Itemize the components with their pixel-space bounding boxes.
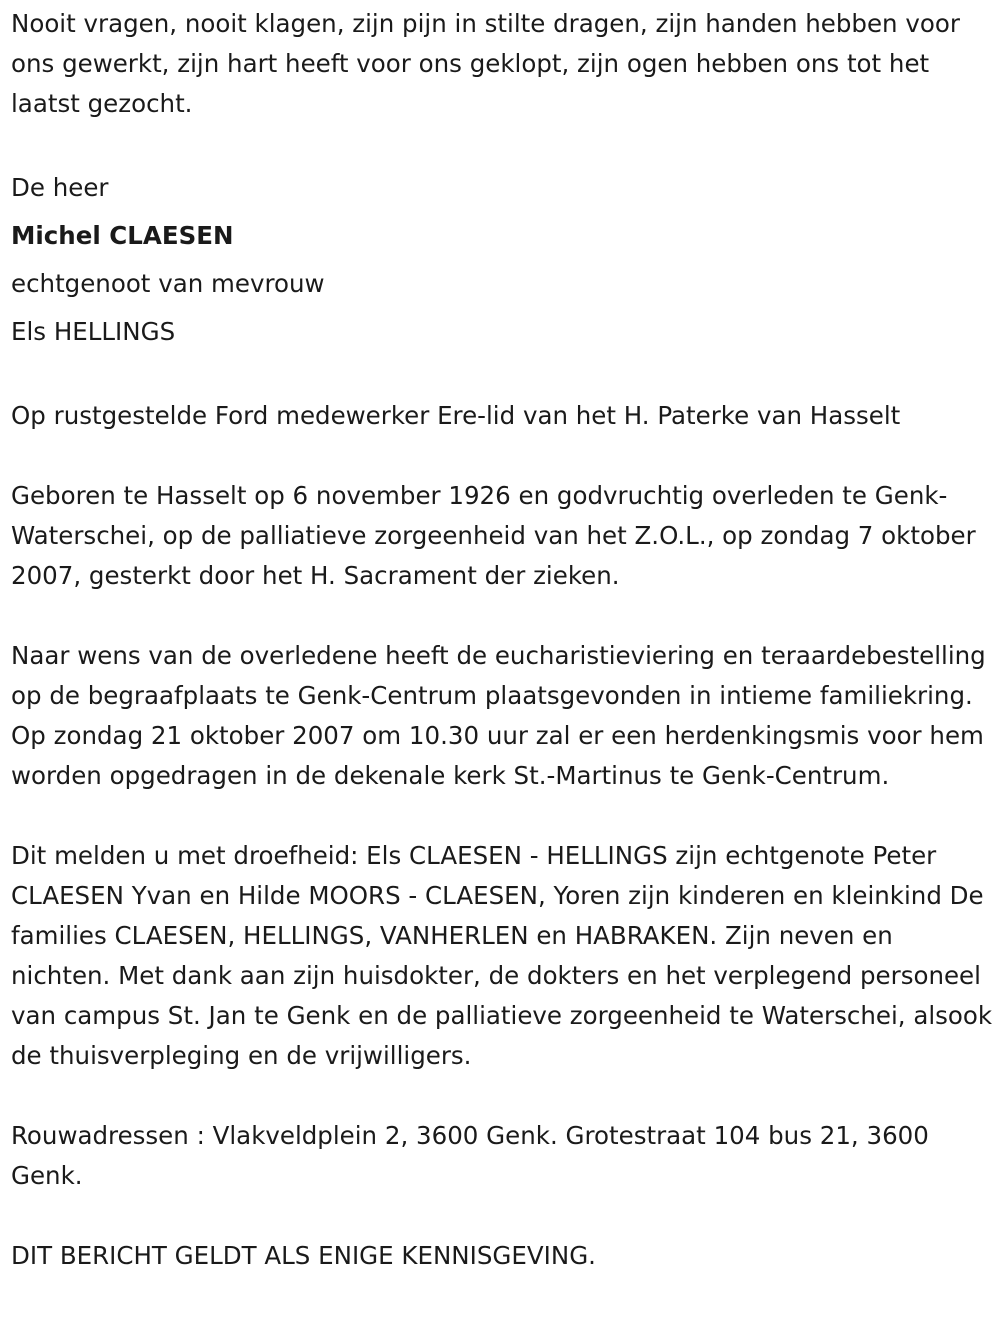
occupation-paragraph: Op rustgestelde Ford medewerker Ere-lid van het H. Paterke van Hasselt	[11, 401, 901, 430]
closing-notice: DIT BERICHT GELDT ALS ENIGE KENNISGEVING.	[11, 1241, 596, 1270]
salutation: De heer	[11, 173, 109, 202]
deceased-name: Michel CLAESEN	[11, 221, 234, 250]
spouse-label: echtgenoot van mevrouw	[11, 269, 325, 298]
intro-verse: Nooit vragen, nooit klagen, zijn pijn in stilte dragen, zijn handen hebben voor ons gewerkt, zijn hart heeft voor ons geklopt, zijn ogen hebben ons tot het laatst gezocht.	[11, 9, 960, 118]
funeral-paragraph: Naar wens van de overledene heeft de eucharistieviering en teraardebestelling op de begraafplaats te Genk-Centrum plaatsgevonden in intieme familiekring. Op zondag 21 oktober 2007 om 10.30 uur zal er een herdenkingsmis voor hem worden opgedragen in de dekenale kerk St.-Martinus te Genk-Centrum.	[11, 641, 986, 790]
spouse-name: Els HELLINGS	[11, 317, 176, 346]
addresses-paragraph: Rouwadressen : Vlakveldplein 2, 3600 Genk. Grotestraat 104 bus 21, 3600 Genk.	[11, 1121, 929, 1190]
birth-death-paragraph: Geboren te Hasselt op 6 november 1926 en godvruchtig overleden te Genk-Waterschei, op de palliatieve zorgeenheid van het Z.O.L., op zondag 7 oktober 2007, gesterkt door het H. Sacrament der zieken.	[11, 481, 976, 590]
family-paragraph: Dit melden u met droefheid: Els CLAESEN - HELLINGS zijn echtgenote Peter CLAESEN Yvan en Hilde MOORS - CLAESEN, Yoren zijn kinderen en kleinkind De families CLAESEN, HELLINGS, VANHERLEN en HABRAKEN. Zijn neven en nichten. Met dank aan zijn huisdokter, de dokters en het verplegend personeel van campus St. Jan te Genk en de palliatieve zorgeenheid te Waterschei, alsook de thuisverpleging en de vrijwilligers.	[11, 841, 993, 1070]
obituary-notice	[11, 4, 996, 1276]
